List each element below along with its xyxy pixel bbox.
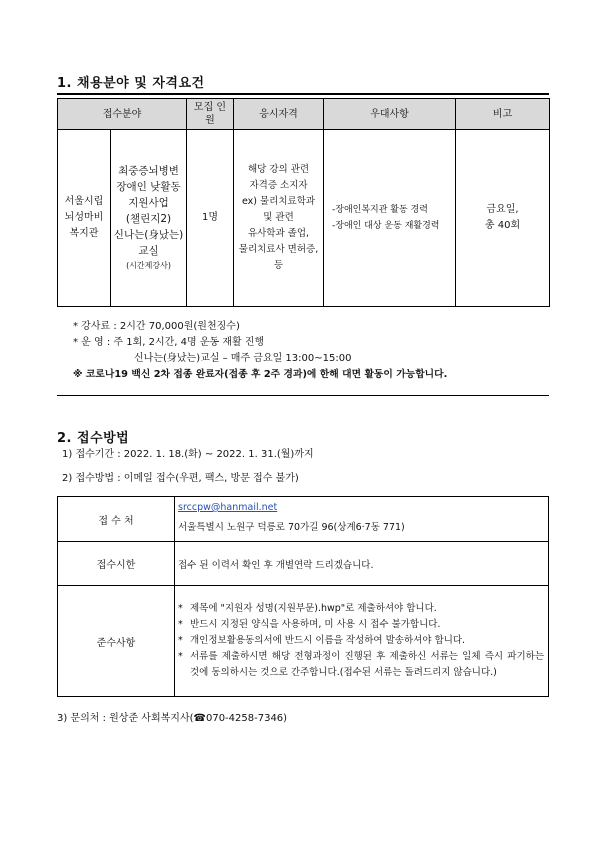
field-line: 장애인 낮활동 xyxy=(116,181,181,193)
recruitment-table xyxy=(57,98,550,307)
rule-text: 반드시 지정된 양식을 사용하며, 미 사용 시 접수 불가합니다. xyxy=(190,619,441,630)
qualification-line: 등 xyxy=(273,260,284,271)
count-cell: 1명 xyxy=(187,130,234,307)
preferences-cell xyxy=(324,130,456,307)
org-line: 서울시립 xyxy=(64,196,104,207)
contact-info: 3) 문의처 : 원상준 사회복지사(☎070-4258-7346) xyxy=(57,713,288,724)
header-count-label: 모집 인원 xyxy=(193,102,227,126)
recruitment-row xyxy=(58,130,550,307)
application-period: 1) 접수기간 : 2022. 1. 18.(화) ~ 2022. 1. 31.(월)까지 xyxy=(62,449,314,460)
application-method: 2) 접수방법 : 이메일 접수(우편, 팩스, 방문 접수 불가) xyxy=(62,473,299,484)
asterisk-icon: * xyxy=(178,651,183,662)
rule-text: 개인정보활용동의서에 반드시 이름을 작성하여 발송하셔야 합니다. xyxy=(190,635,466,646)
remarks-line: 금요일, xyxy=(486,204,519,215)
rule-item xyxy=(178,649,544,681)
operation-note: * 운 영 : 주 1회, 2시간, 4명 운동 재활 진행 xyxy=(73,337,265,348)
email-link[interactable]: srccpw@hanmail.net xyxy=(178,502,278,513)
divider xyxy=(57,395,549,396)
org-line: 복지관 xyxy=(69,228,99,239)
qualification-line: ex) 물리치료학과 xyxy=(241,196,316,207)
deadline-row xyxy=(58,542,549,586)
section-1-heading: 1. 채용분야 및 자격요건 xyxy=(57,76,205,91)
rules-row xyxy=(58,586,549,697)
preference-line: -장애인 대상 운동 재활경력 xyxy=(332,221,440,231)
field-line: (챌린지2) xyxy=(125,213,172,225)
org-line: 뇌성마비 xyxy=(64,212,104,223)
field-line: 최중증뇌병변 xyxy=(118,165,179,177)
place-label: 접 수 처 xyxy=(58,497,175,542)
header-field: 접수분야 xyxy=(58,99,187,130)
rule-text: 제목에 "지원자 성명(지원부문).hwp"로 제출하셔야 합니다. xyxy=(190,603,437,614)
table-top-rule xyxy=(57,93,549,95)
deadline-label: 접수시한 xyxy=(58,542,175,586)
header-qualifications: 응시자격 xyxy=(234,99,324,130)
application-table xyxy=(57,496,549,697)
rule-item xyxy=(178,617,544,633)
operation-schedule-note: 신나는(身났는)교실 – 매주 금요일 13:00~15:00 xyxy=(134,353,352,364)
rules-value xyxy=(175,586,549,697)
deadline-value: 접수 된 이력서 확인 후 개별연락 드리겠습니다. xyxy=(175,542,549,586)
covid-notice: ※ 코로나19 백신 2차 접종 완료자(접종 후 2주 경과)에 한해 대면 활동이 가능합니다. xyxy=(73,369,448,380)
asterisk-icon: * xyxy=(178,635,183,646)
org-cell xyxy=(58,130,111,307)
remarks-line: 총 40회 xyxy=(484,220,521,231)
qualification-line: 물리치료사 면허증, xyxy=(238,244,319,255)
header-preferences: 우대사항 xyxy=(324,99,456,130)
qualification-line: 유사학과 졸업, xyxy=(247,228,310,239)
remarks-cell xyxy=(456,130,550,307)
qualification-line: 자격증 소지자 xyxy=(249,180,308,191)
header-count xyxy=(187,99,234,130)
asterisk-icon: * xyxy=(178,619,183,630)
qualifications-cell xyxy=(234,130,324,307)
asterisk-icon: * xyxy=(178,603,183,614)
rule-item xyxy=(178,633,544,649)
field-line: 교실 xyxy=(138,245,159,257)
rules-label: 준수사항 xyxy=(58,586,175,697)
qualification-line: 및 관련 xyxy=(263,212,294,223)
rule-text: 서류를 제출하시면 해당 전형과정이 진행된 후 제출하신 서류는 일체 즉시 파기하는 것에 동의하시는 것으로 간주합니다.(접수된 서류는 돌려드리지 않습니다.) xyxy=(190,651,544,678)
section-2-heading: 2. 접수방법 xyxy=(57,431,130,446)
field-note: (시간제강사) xyxy=(126,261,171,270)
address-text: 서울특별시 노원구 덕릉로 70가길 96(상계6·7동 771) xyxy=(178,522,405,533)
place-value xyxy=(175,497,549,542)
preference-line: -장애인복지관 활동 경력 xyxy=(332,205,428,215)
field-line: 지원사업 xyxy=(128,197,169,209)
fee-note: * 강사료 : 2시간 70,000원(원천징수) xyxy=(73,321,240,332)
recruitment-header-row xyxy=(58,99,550,130)
header-remarks: 비고 xyxy=(456,99,550,130)
field-line: 신나는(身났는) xyxy=(113,229,184,241)
rule-item xyxy=(178,601,544,617)
qualification-line: 해당 강의 관련 xyxy=(247,164,310,175)
field-cell xyxy=(111,130,187,307)
place-row xyxy=(58,497,549,542)
